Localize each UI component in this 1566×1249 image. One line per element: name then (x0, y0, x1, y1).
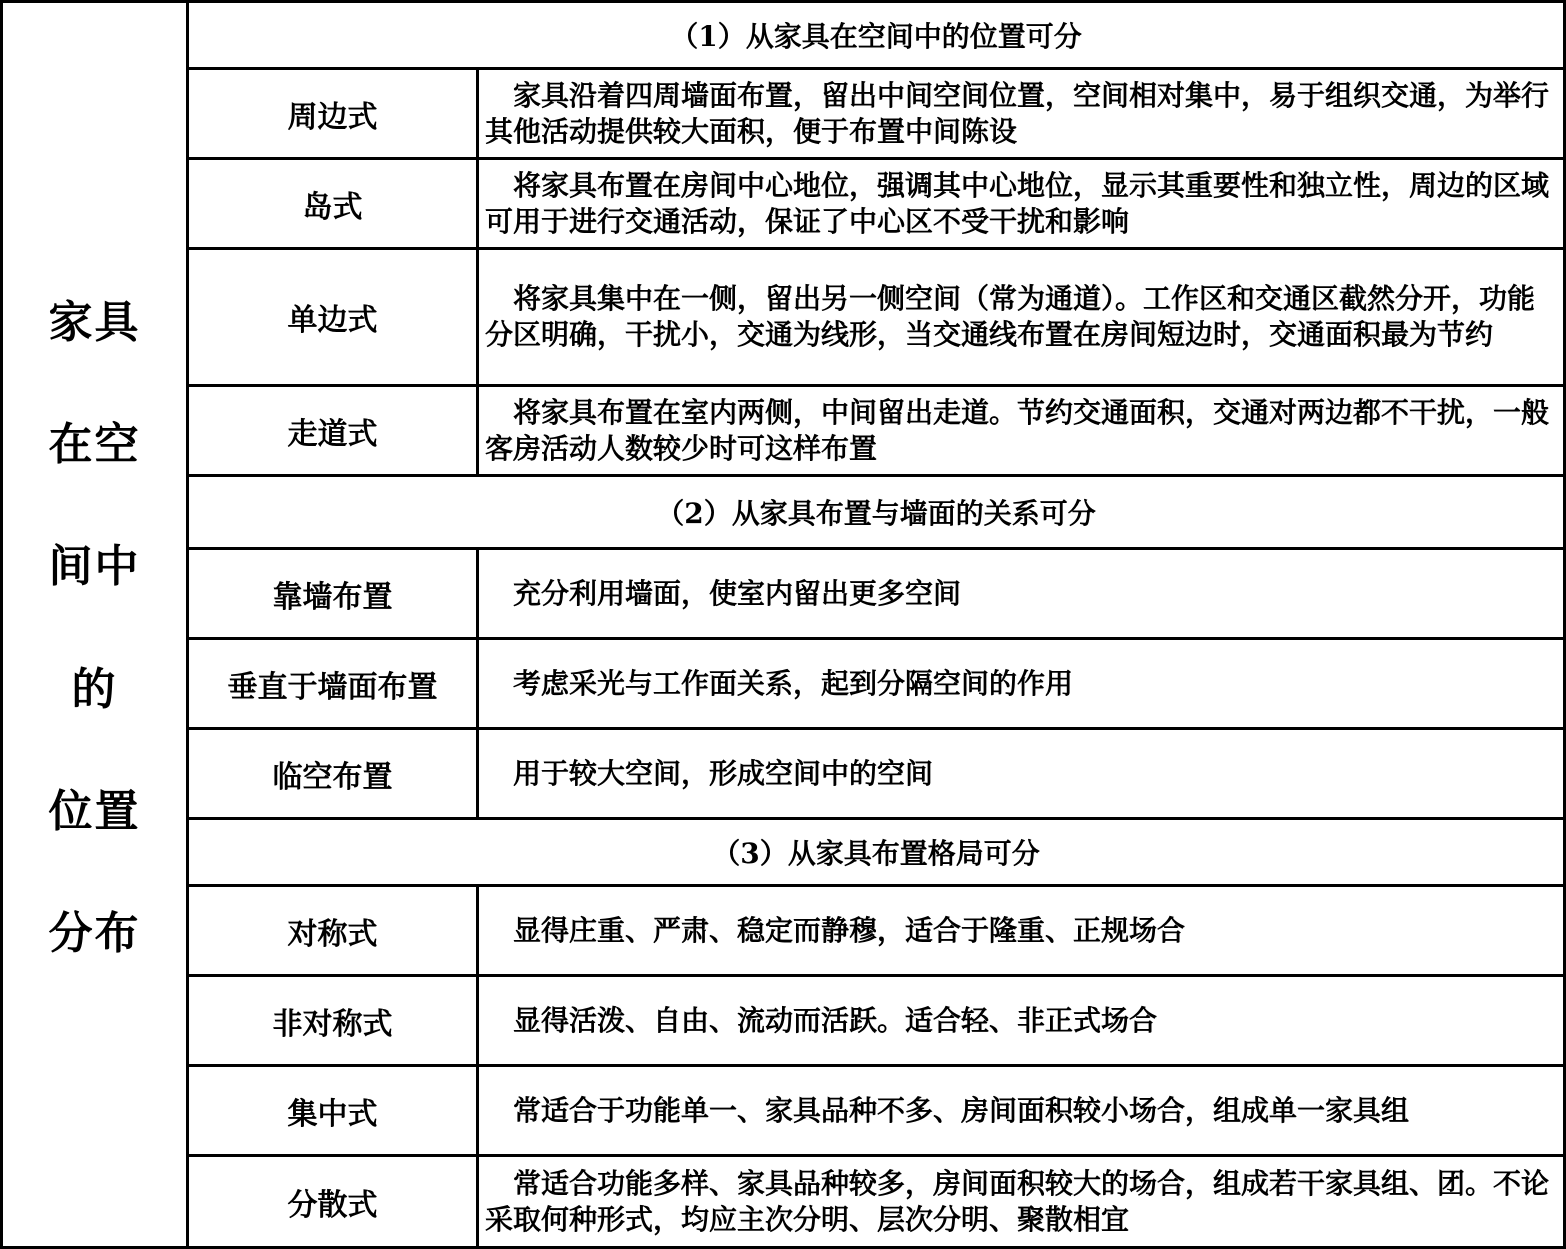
row-label: 垂直于墙面布置 (189, 640, 479, 727)
table-row (189, 70, 1563, 160)
row-description (485, 250, 1557, 384)
row-description (485, 730, 1557, 817)
row-description (485, 1067, 1557, 1154)
table-row (189, 160, 1563, 250)
side-title-line: 在空 (48, 419, 141, 471)
side-title-line: 家具 (48, 297, 141, 348)
section-heading-text: （2）从家具布置与墙面的关系可分 (656, 497, 1096, 530)
row-description-text: 常适合于功能单一、家具品种不多、房间面积较小场合，组成单一家具组 (513, 1093, 1410, 1127)
table-row (189, 1157, 1563, 1246)
table-row (189, 550, 1563, 640)
side-title-line: 位置 (48, 785, 141, 837)
side-header-cell (3, 3, 189, 1246)
table-row (189, 887, 1563, 977)
table-row (189, 1067, 1563, 1157)
table-row (189, 250, 1563, 387)
row-description-text: 家具沿着四周墙面布置，留出中间空间位置，空间相对集中，易于组织交通，为举行其他活动提供较大面积，便于布置中间陈设 (485, 78, 1550, 148)
section-heading-text: （1）从家具在空间中的位置可分 (670, 20, 1082, 53)
row-description-text: 充分利用墙面，使室内留出更多空间 (513, 576, 962, 610)
row-description (485, 1157, 1557, 1246)
side-title-line: 的 (71, 663, 118, 715)
row-description-text: 用于较大空间，形成空间中的空间 (513, 756, 934, 790)
row-label: 对称式 (189, 887, 479, 974)
row-description (485, 977, 1557, 1064)
row-description (485, 550, 1557, 637)
row-description (485, 70, 1557, 157)
table-row (189, 977, 1563, 1067)
row-label: 非对称式 (189, 977, 479, 1064)
row-description-text: 将家具集中在一侧，留出另一侧空间（常为通道）。工作区和交通区截然分开，功能分区明确，干扰小，交通为线形，当交通线布置在房间短边时，交通面积最为节约 (485, 282, 1536, 351)
row-description-text: 将家具布置在室内两侧，中间留出走道。节约交通面积，交通对两边都不干扰，一般客房活动人数较少时可这样布置 (485, 395, 1550, 465)
table-row (189, 730, 1563, 820)
row-description-text: 显得活泼、自由、流动而活跃。适合轻、非正式场合 (513, 1003, 1158, 1037)
side-title-line: 分布 (48, 907, 141, 959)
table-row (189, 387, 1563, 477)
row-label: 岛式 (189, 160, 479, 247)
section-heading-1 (189, 3, 1563, 70)
side-title-line: 间中 (48, 541, 141, 593)
row-description (485, 160, 1557, 247)
row-description (485, 887, 1557, 974)
row-label: 周边式 (189, 70, 479, 157)
row-label: 单边式 (189, 250, 479, 384)
section-heading-text: （3）从家具布置格局可分 (712, 837, 1040, 870)
row-description-text: 将家具布置在房间中心地位，强调其中心地位，显示其重要性和独立性，周边的区域可用于进行交通活动，保证了中心区不受干扰和影响 (485, 168, 1550, 238)
row-description-text: 常适合功能多样、家具品种较多，房间面积较大的场合，组成若干家具组、团。不论采取何种形式，均应主次分明、层次分明、聚散相宜 (485, 1166, 1550, 1236)
section-heading-3 (189, 820, 1563, 887)
row-label: 靠墙布置 (189, 550, 479, 637)
row-label: 分散式 (189, 1157, 479, 1246)
row-label: 走道式 (189, 387, 479, 474)
row-description (485, 387, 1557, 474)
section-heading-2 (189, 477, 1563, 550)
row-description-text: 考虑采光与工作面关系，起到分隔空间的作用 (513, 666, 1074, 700)
row-description-text: 显得庄重、严肃、稳定而静穆，适合于隆重、正规场合 (513, 913, 1186, 947)
row-description (485, 640, 1557, 727)
row-label: 集中式 (189, 1067, 479, 1154)
table-row (189, 640, 1563, 730)
row-label: 临空布置 (189, 730, 479, 817)
side-title (3, 297, 186, 959)
